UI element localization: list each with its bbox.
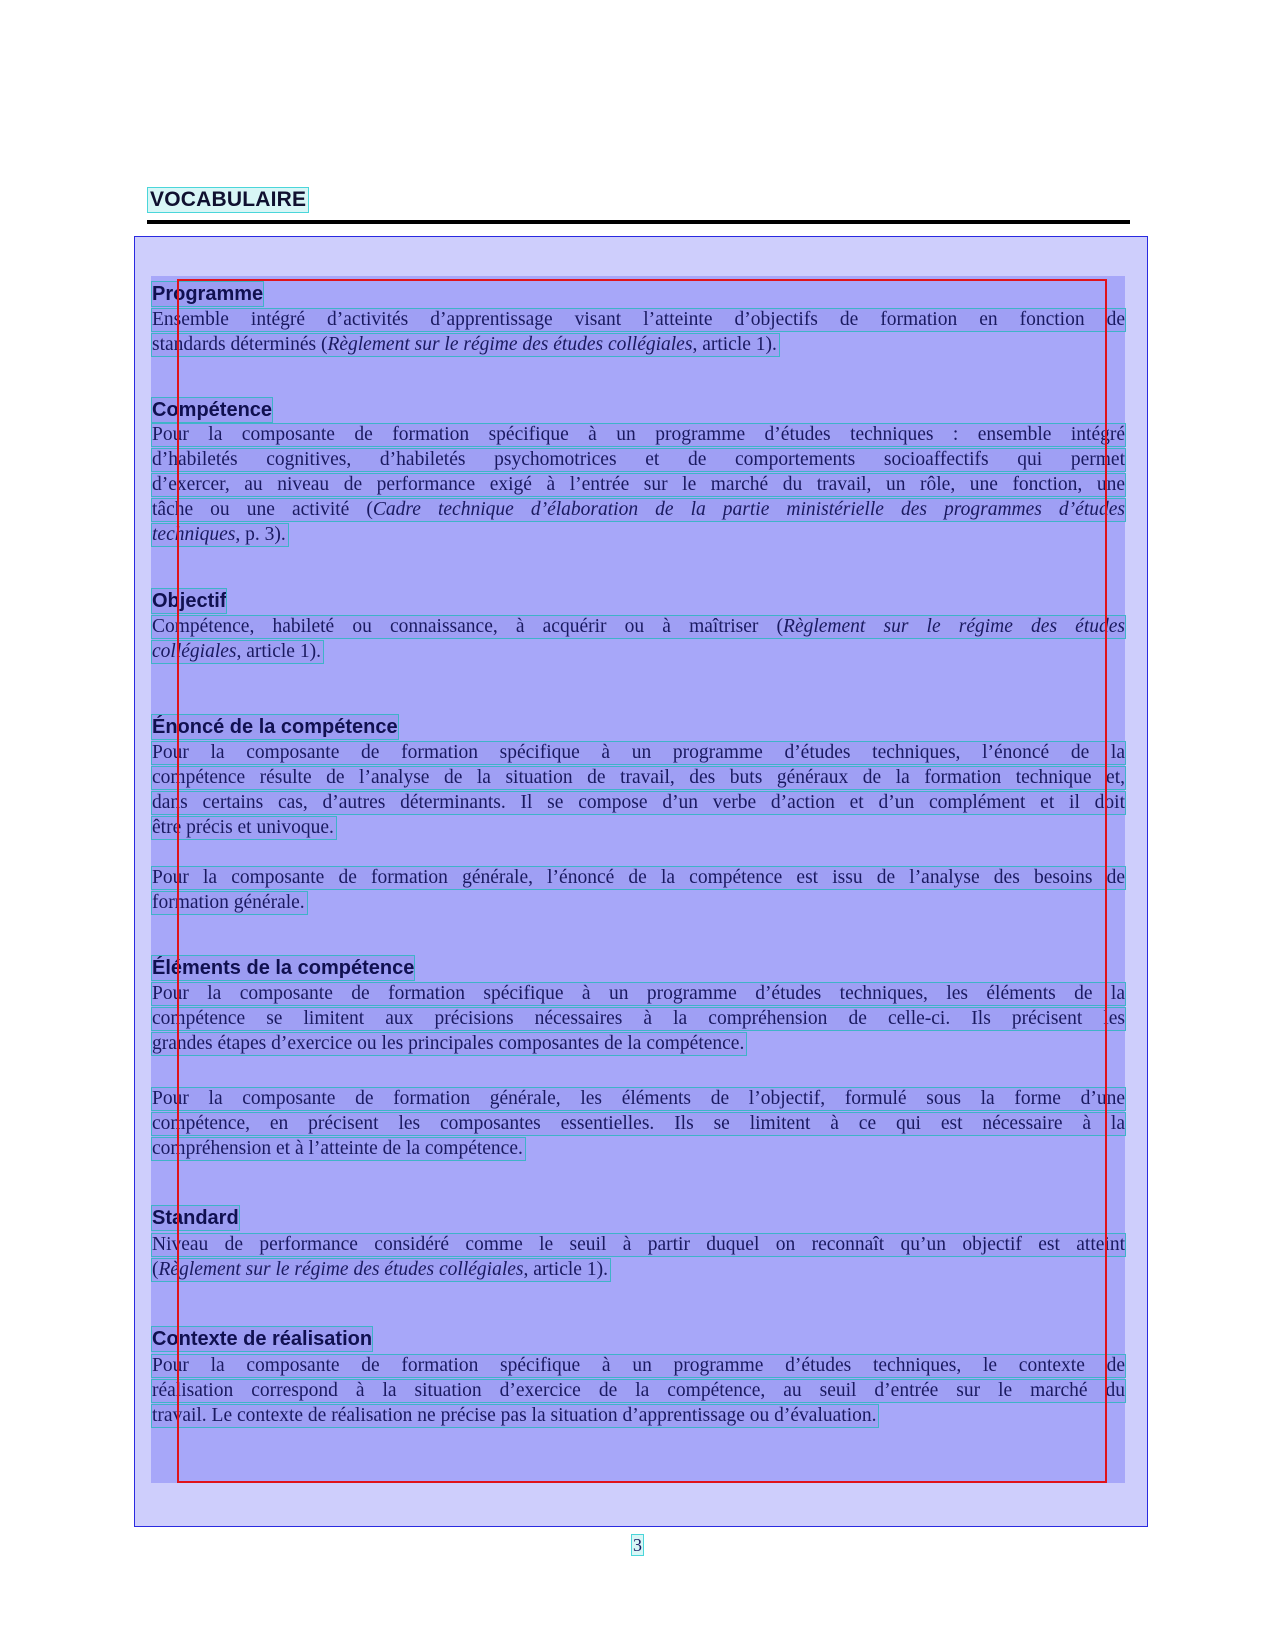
line-text: compétence, en précisent les composantes essentielles. Ils se limitent à ce qui est nécessaire à la: [152, 1113, 1125, 1134]
line-text: , p. 3).: [235, 524, 286, 545]
citation-text: Règlement sur le régime des études collégiales: [158, 1259, 524, 1280]
line-text: , article 1).: [523, 1259, 608, 1280]
line-text: compétence résulte de l’analyse de la situation de travail, des buts généraux de la formation technique et,: [152, 767, 1125, 788]
line-text: standards déterminés (: [152, 334, 328, 355]
line-text: Pour la composante de formation spécifique à un programme d’études techniques : ensemble intégré: [152, 424, 1125, 445]
entry-title: Énoncé de la compétence: [152, 716, 398, 738]
entry-title: Compétence: [152, 399, 273, 421]
entry-definition: [152, 742, 1125, 848]
header-rule: [147, 220, 1130, 224]
line-text: , article 1).: [236, 641, 321, 662]
text-line: [152, 742, 1125, 764]
text-line: [152, 1008, 1125, 1030]
text-line: [152, 1033, 746, 1055]
line-text: travail. Le contexte de réalisation ne précise pas la situation d’apprentissage ou d’évaluation.: [152, 1405, 877, 1426]
line-text: formation générale.: [152, 892, 305, 913]
text-line: [152, 867, 1125, 889]
text-line: [152, 817, 336, 839]
text-line: [152, 792, 1125, 814]
entry-title: Éléments de la compétence: [152, 957, 415, 979]
text-line: [152, 1259, 610, 1281]
citation-text: Règlement sur le régime des études: [783, 616, 1125, 637]
line-text: Pour la composante de formation spécifique à un programme d’études techniques, le contexte de: [152, 1355, 1125, 1376]
entry-title: Contexte de réalisation: [152, 1328, 373, 1350]
line-text: d’exercer, au niveau de performance exigé à l’entrée sur le marché du travail, un rôle, une fonction, une: [152, 474, 1125, 495]
line-text: réalisation correspond à la situation d’exercice de la compétence, au seuil d’entrée sur le marché du: [152, 1380, 1125, 1401]
line-text: Pour la composante de formation spécifique à un programme d’études techniques, les éléments de la: [152, 983, 1125, 1004]
text-line: [152, 892, 307, 914]
citation-text: collégiales: [152, 641, 237, 662]
line-text: Ensemble intégré d’activités d’apprentissage visant l’atteinte d’objectifs de formation en fonction de: [152, 309, 1125, 330]
line-text: compétence se limitent aux précisions nécessaires à la compréhension de celle-ci. Ils précisent les: [152, 1008, 1125, 1029]
line-text: Pour la composante de formation générale, l’énoncé de la compétence est issu de l’analyse des besoins de: [152, 867, 1125, 888]
text-line: [152, 983, 1125, 1005]
entry-title: Programme: [152, 283, 264, 305]
text-line: [152, 449, 1125, 471]
text-line: [152, 474, 1125, 496]
line-text: Pour la composante de formation générale, les éléments de l’objectif, formulé sous la forme d’une: [152, 1088, 1125, 1109]
entry-definition: [152, 424, 1125, 555]
line-text: , article 1).: [692, 334, 777, 355]
entry-definition: [152, 309, 1125, 365]
citation-text: techniques: [152, 524, 236, 545]
line-text: tâche ou une activité (: [152, 499, 373, 520]
text-line: [152, 1113, 1125, 1135]
text-line: [152, 641, 323, 663]
text-line: [152, 334, 779, 356]
entry-definition: [152, 616, 1125, 672]
line-text: dans certains cas, d’autres déterminants. Il se compose d’un verbe d’action et d’un complément et il doit: [152, 792, 1125, 813]
entry-definition: [152, 983, 1125, 1064]
text-line: [152, 1234, 1125, 1256]
entry-title: Objectif: [152, 590, 227, 612]
page-title: VOCABULAIRE: [150, 188, 307, 211]
text-line: [152, 1405, 878, 1427]
text-line: [152, 499, 1125, 521]
line-text: Niveau de performance considéré comme le seuil à partir duquel on reconnaît qu’un objectif est atteint: [152, 1234, 1125, 1255]
line-text: être précis et univoque.: [152, 817, 334, 838]
entry-definition: [152, 1355, 1125, 1436]
line-text: (: [152, 1259, 159, 1280]
citation-text: Cadre technique d’élaboration de la partie ministérielle des programmes d’études: [372, 499, 1125, 520]
line-text: Pour la composante de formation spécifique à un programme d’études techniques, l’énoncé de la: [152, 742, 1125, 763]
text-line: [152, 1088, 1125, 1110]
entry-definition: [152, 867, 1125, 923]
text-line: [152, 424, 1125, 446]
text-line: [152, 524, 288, 546]
text-line: [152, 1355, 1125, 1377]
entry-definition: [152, 1234, 1125, 1290]
entry-title: Standard: [152, 1207, 239, 1229]
entry-definition: [152, 1088, 1125, 1169]
text-line: [152, 767, 1125, 789]
text-line: [152, 616, 1125, 638]
line-text: Compétence, habileté ou connaissance, à acquérir ou à maîtriser (: [152, 616, 784, 637]
line-text: d’habiletés cognitives, d’habiletés psychomotrices et de comportements socioaffectifs qui permet: [152, 449, 1125, 470]
line-text: compréhension et à l’atteinte de la compétence.: [152, 1138, 523, 1159]
text-line: [152, 1138, 525, 1160]
line-text: grandes étapes d’exercice ou les principales composantes de la compétence.: [152, 1033, 745, 1054]
citation-text: Règlement sur le régime des études collégiales: [327, 334, 693, 355]
text-line: [152, 309, 1125, 331]
text-line: [152, 1380, 1125, 1402]
page-number: 3: [633, 1535, 642, 1555]
